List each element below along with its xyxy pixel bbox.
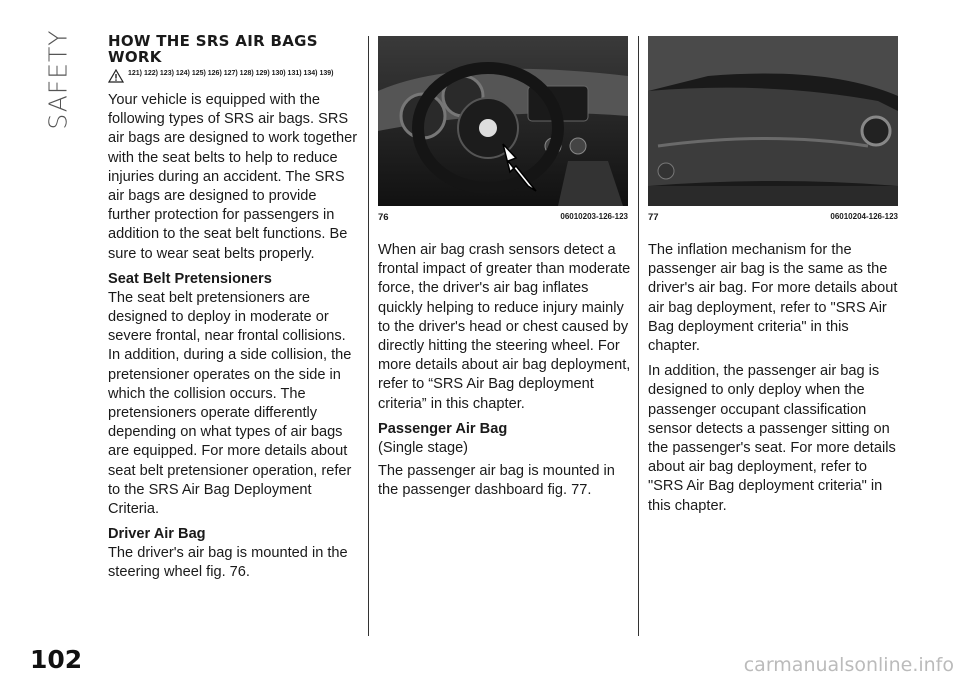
driver-airbag-paragraph: The driver's air bag is mounted in the steering wheel fig. 76. <box>108 545 348 581</box>
driver-airbag-heading: Driver Air Bag <box>108 526 206 543</box>
column-1 <box>108 33 360 589</box>
figure-77-passenger-dashboard-photo <box>648 36 898 206</box>
column-3 <box>648 241 904 522</box>
pretensioners-heading: Seat Belt Pretensioners <box>108 270 272 287</box>
column-divider <box>638 36 639 636</box>
page-number: 102 <box>30 645 83 674</box>
figure-77-caption <box>648 212 898 223</box>
figure-77-number: 77 <box>648 212 659 223</box>
figure-77-code: 06010204-126-123 <box>830 212 898 221</box>
passenger-airbag-paragraph: The passenger air bag is mounted in the passenger dashboard fig. 77. <box>378 463 615 499</box>
figure-76-caption <box>378 212 628 223</box>
warning-reference-numbers: 121) 122) 123) 124) 125) 126) 127) 128) 129) 130) 131) 134) 139) <box>128 70 334 77</box>
figure-76-code: 06010203-126-123 <box>560 212 628 221</box>
section-tab-label: SAFETY <box>43 29 73 130</box>
inflation-mechanism-paragraph: The inflation mechanism for the passenger air bag is the same as the driver's air bag. For more details about air bag deployment, refer to "SRS Air Bag deployment criteria" in this chapter. <box>648 242 898 355</box>
passenger-airbag-subheading: (Single stage) <box>378 439 469 456</box>
figure-76-number: 76 <box>378 212 389 223</box>
figure-76-steering-wheel-photo <box>378 36 628 206</box>
section-title: HOW THE SRS AIR BAGS WORK <box>108 32 318 66</box>
watermark: carmanualsonline.info <box>743 654 954 676</box>
occupant-classification-paragraph: In addition, the passenger air bag is designed to only deploy when the passenger occupant classification sensor detects a passenger sitting on the passenger's seat. For more details about air bag deployment, refer to "SRS Air Bag deployment criteria" in this chapter. <box>648 363 896 514</box>
intro-paragraph: Your vehicle is equipped with the following types of SRS air bags. SRS air bags are designed to work together with the seat belts to help to reduce injuries during an accident. The SRS air bags are designed to provide further protection for passengers in addition to the seat belt functions. Be sure to wear seat belts properly. <box>108 92 358 262</box>
section-tab <box>38 30 78 140</box>
pretensioners-paragraph: The seat belt pretensioners are designed to deploy in moderate or severe frontal, near frontal collisions. In addition, during a side collision, the pretensioner operates on the side in which the collision occurs. The pretensioners operate differently depending on what types of air bags are equipped. For more details about seat belt pretensioner operation, refer to the SRS Air Bag Deployment Criteria. <box>108 289 352 518</box>
warning-references <box>108 69 360 83</box>
column-2 <box>378 241 632 506</box>
crash-sensor-paragraph: When air bag crash sensors detect a frontal impact of greater than moderate force, the driver's air bag inflates quickly helping to reduce injury mainly to the driver's head or chest caused by directly hitting the steering wheel. For more details about air bag deployment, refer to “SRS Air Bag deployment criteria” in this chapter. <box>378 242 631 412</box>
passenger-airbag-heading: Passenger Air Bag <box>378 420 508 437</box>
column-divider <box>368 36 369 636</box>
warning-icon <box>108 69 124 83</box>
